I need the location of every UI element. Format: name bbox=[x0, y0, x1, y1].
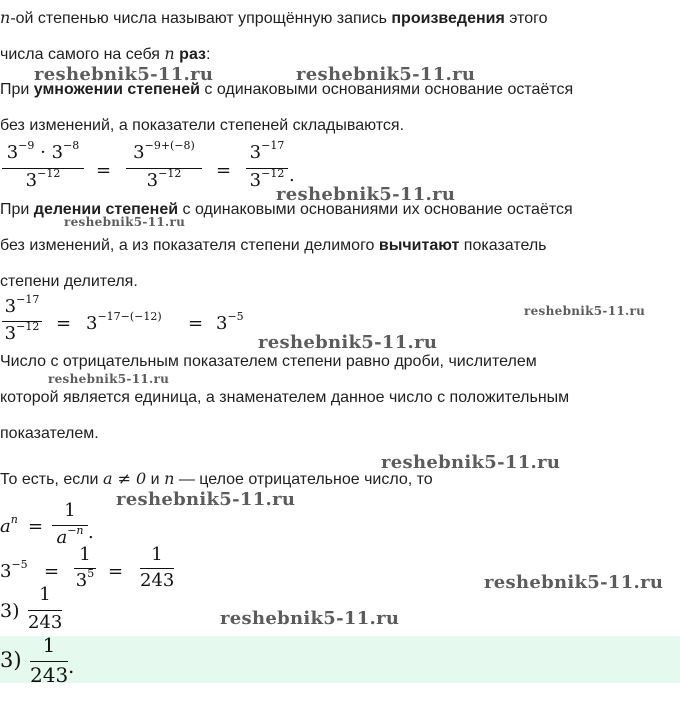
text: этого bbox=[504, 10, 548, 27]
paragraph-line-11 bbox=[0, 469, 433, 490]
numerator: $3^{-9+(-8)}$ bbox=[133, 139, 195, 163]
watermark: reshebnik5-11.ru bbox=[258, 332, 438, 353]
bold-text: умножении степеней bbox=[33, 81, 200, 98]
highlighted-answer-fraction bbox=[30, 633, 68, 685]
text: — целое отрицательное число, то bbox=[174, 471, 433, 488]
paragraph-line-1 bbox=[0, 8, 548, 29]
denominator: $3^{-12}$ bbox=[4, 320, 40, 344]
numerator: $3^{-17}$ bbox=[249, 139, 285, 163]
watermark: reshebnik5-11.ru bbox=[524, 304, 646, 318]
text: показатель bbox=[459, 237, 547, 254]
text: числа самого на себя bbox=[0, 46, 165, 63]
denominator: $a^{-n}$ bbox=[56, 524, 84, 548]
denominator: $3^{-12}$ bbox=[249, 167, 285, 191]
equals-sign: = bbox=[44, 561, 60, 582]
watermark: reshebnik5-11.ru bbox=[34, 64, 214, 85]
bold-text: раз bbox=[179, 46, 206, 63]
math-n: n bbox=[164, 469, 175, 488]
watermark: reshebnik5-11.ru bbox=[276, 184, 456, 205]
math-n: n bbox=[0, 8, 11, 27]
numerator: 1 bbox=[64, 500, 76, 521]
paragraph-line-7: степени делителя. bbox=[0, 273, 138, 290]
numerator: $3^{-9} \cdot 3^{-8}$ bbox=[6, 139, 80, 163]
paragraph-line-8: Число с отрицательным показателем степени равно дроби, числителем bbox=[0, 353, 537, 370]
denominator: $3^{-12}$ bbox=[146, 167, 182, 191]
denominator: 243 bbox=[28, 612, 63, 633]
watermark: reshebnik5-11.ru bbox=[296, 64, 476, 85]
math-n: n bbox=[164, 44, 175, 63]
fraction-bar bbox=[28, 610, 62, 611]
paragraph-line-9: которой является единица, а знаменателем данное число с положительным bbox=[0, 389, 570, 406]
text: с одинаковыми основаниями основание остаётся bbox=[199, 81, 574, 98]
text: с одинаковыми основаниями их основание остаётся bbox=[178, 201, 573, 218]
power-expression: $a^n$ bbox=[0, 513, 18, 537]
equals-sign: = bbox=[188, 313, 204, 334]
paragraph-line-2 bbox=[0, 44, 210, 65]
answer-fraction bbox=[28, 584, 62, 634]
text: То есть, если bbox=[0, 471, 103, 488]
fraction-mult-1 bbox=[2, 139, 84, 192]
period: . bbox=[88, 522, 94, 543]
bold-text: вычитают bbox=[378, 237, 460, 254]
bold-text: делении степеней bbox=[33, 201, 179, 218]
bold-text: произведения bbox=[391, 10, 505, 27]
math-inline: a ≠ 0 bbox=[102, 469, 147, 488]
text: без изменений, а из показателя степени делимого bbox=[0, 237, 379, 254]
fraction-neg-exp bbox=[52, 500, 88, 548]
denominator: 243 bbox=[140, 570, 175, 591]
numerator: 1 bbox=[79, 544, 91, 565]
equals-sign: = bbox=[28, 516, 44, 537]
watermark: reshebnik5-11.ru bbox=[381, 452, 561, 473]
power-expression: $3^{-17-(-12)}$ bbox=[86, 310, 162, 334]
text: При bbox=[0, 201, 34, 218]
denominator: $3^5$ bbox=[75, 567, 95, 591]
numerator: 1 bbox=[39, 584, 51, 605]
text: и bbox=[146, 471, 165, 488]
answer-label: 3) bbox=[0, 600, 20, 622]
numerator: 1 bbox=[42, 633, 56, 657]
paragraph-line-4: без изменений, а показатели степеней складываются. bbox=[0, 117, 405, 134]
fraction-div-1 bbox=[2, 293, 42, 346]
power-expression: $3^{-5}$ bbox=[216, 310, 244, 334]
numerator: $3^{-17}$ bbox=[4, 293, 40, 317]
highlighted-answer-label: 3) bbox=[0, 648, 22, 672]
watermark: reshebnik5-11.ru bbox=[116, 489, 296, 510]
equals-sign: = bbox=[216, 160, 232, 181]
fraction-bar bbox=[140, 568, 174, 569]
equals-sign: = bbox=[108, 561, 124, 582]
text: При bbox=[0, 81, 34, 98]
watermark: reshebnik5-11.ru bbox=[220, 608, 400, 629]
text: : bbox=[206, 46, 211, 63]
watermark: reshebnik5-11.ru bbox=[64, 215, 186, 229]
power-expression: $3^{-5}$ bbox=[0, 558, 28, 582]
fraction-mult-2 bbox=[126, 139, 202, 192]
equals-sign: = bbox=[96, 160, 112, 181]
equals-sign: = bbox=[56, 313, 72, 334]
numerator: 1 bbox=[151, 544, 163, 565]
period: . bbox=[68, 654, 75, 678]
period: . bbox=[289, 165, 295, 186]
denominator: 243 bbox=[30, 663, 69, 687]
fraction-bar bbox=[30, 661, 68, 662]
denominator: $3^{-12}$ bbox=[25, 167, 61, 191]
highlighted-answer-box bbox=[0, 636, 680, 683]
text: -ой степенью числа называют упрощённую запись bbox=[10, 10, 392, 27]
paragraph-line-6 bbox=[0, 236, 547, 256]
fraction-3-5 bbox=[74, 544, 96, 590]
watermark: reshebnik5-11.ru bbox=[484, 572, 664, 593]
fraction-243 bbox=[140, 544, 174, 590]
watermark: reshebnik5-11.ru bbox=[48, 372, 170, 386]
paragraph-line-10: показателем. bbox=[0, 425, 99, 442]
